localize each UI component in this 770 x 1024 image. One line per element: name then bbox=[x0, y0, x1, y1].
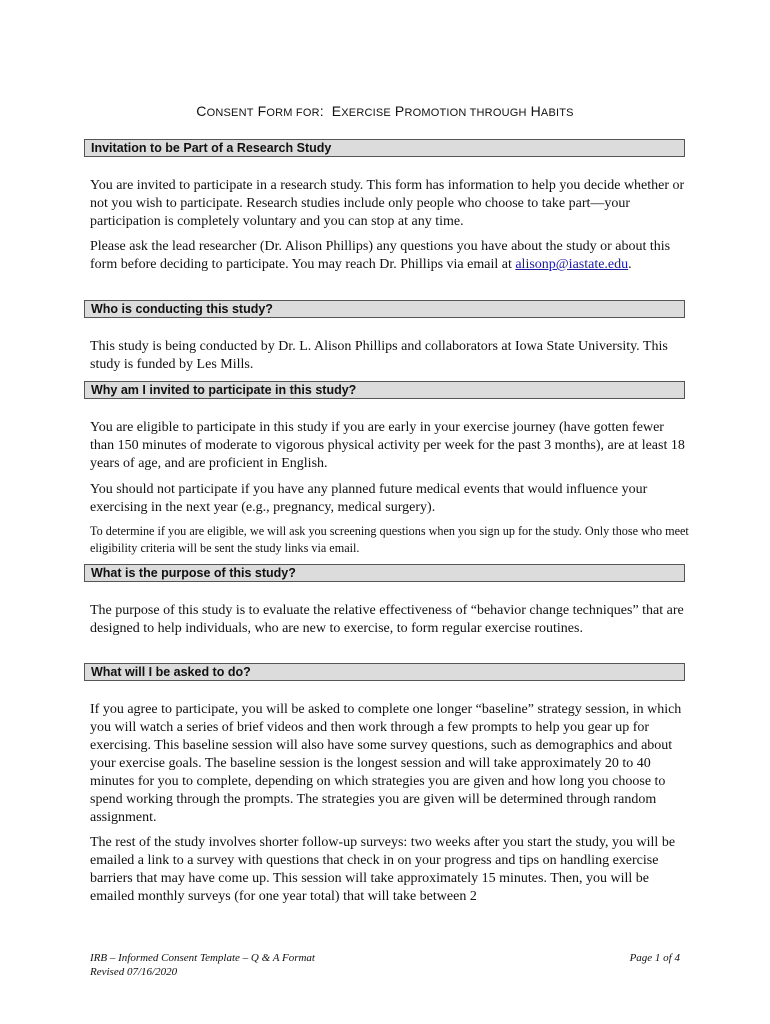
paragraph-invitation: You are invited to participate in a research study. This form has information to help you decide whether or not you wish to participate. Research studies include only people who choose to take part—your participation is completely voluntary and you can stop at any time. bbox=[90, 178, 685, 229]
title-part: ROMOTION THROUGH bbox=[404, 107, 527, 119]
document-title bbox=[0, 103, 770, 119]
paragraph-contact bbox=[90, 238, 690, 274]
footer-left bbox=[90, 951, 315, 979]
paragraph-who: This study is being conducted by Dr. L. Alison Phillips and collaborators at Iowa State University. This study is funded by Les Mills. bbox=[90, 339, 668, 372]
paragraph-contact-text: Please ask the lead researcher (Dr. Alison Phillips) any questions you have about the study or about this form before deciding to participate. You may reach Dr. Phillips via email at bbox=[90, 239, 671, 272]
paragraph-purpose: The purpose of this study is to evaluate the relative effectiveness of “behavior change techniques” that are designed to help individuals, who are new to exercise, to form regular exercise routines. bbox=[90, 603, 684, 636]
title-part: F bbox=[257, 103, 267, 119]
paragraph-not-participate: You should not participate if you have any planned future medical events that would influence your exercising in the next year (e.g., pregnancy, medical surgery). bbox=[90, 482, 648, 515]
section-heading-invitation: Invitation to be Part of a Research Study bbox=[84, 139, 685, 157]
section-heading-purpose: What is the purpose of this study? bbox=[84, 564, 685, 582]
section-heading-what: What will I be asked to do? bbox=[84, 663, 685, 681]
section-heading-why: Why am I invited to participate in this study? bbox=[84, 381, 685, 399]
title-part: P bbox=[394, 103, 405, 119]
title-part: E bbox=[331, 103, 342, 119]
footer-page-number: Page 1 of 4 bbox=[629, 952, 680, 964]
footer-template-name: IRB – Informed Consent Template – Q & A Format bbox=[90, 952, 315, 964]
footer-revised-date: Revised 07/16/2020 bbox=[90, 966, 178, 978]
paragraph-eligible: You are eligible to participate in this study if you are early in your exercise journey (have gotten fewer than 150 minutes of moderate to vigorous physical activity per week for the past 3 months), are at least 18 years of age, and are proficient in English. bbox=[90, 420, 685, 471]
paragraph-screening: To determine if you are eligible, we will ask you screening questions when you sign up for the study. Only those who meet eligibility criteria will be sent the study links via email. bbox=[90, 524, 689, 555]
paragraph-contact-end: . bbox=[628, 257, 632, 272]
email-link[interactable]: alisonp@iastate.edu bbox=[515, 257, 629, 272]
section-heading-who: Who is conducting this study? bbox=[84, 300, 685, 318]
paragraph-baseline: If you agree to participate, you will be asked to complete one longer “baseline” strategy session, in which you will watch a series of brief videos and then work through a few prompts to help you gear up for exercising. This baseline session will also have some survey questions, such as demographics and about your exercise goals. The baseline session is the longest session and will take approximately 20 to 40 minutes for you to complete, depending on which strategies you are given and how long you choose to spend working through the prompts. The strategies you are given will be determined through random assignment. bbox=[90, 702, 682, 825]
title-part: ABITS bbox=[540, 107, 574, 119]
title-part: XERCISE bbox=[341, 107, 391, 119]
title-part: ONSENT bbox=[206, 107, 254, 119]
title-part: C bbox=[196, 103, 207, 119]
title-part: H bbox=[530, 103, 541, 119]
title-part: ORM FOR bbox=[266, 107, 320, 119]
title-part: : bbox=[319, 103, 324, 119]
paragraph-followup: The rest of the study involves shorter follow-up surveys: two weeks after you start the study, you will be emailed a link to a survey with questions that check in on your progress and tips on handling exercise barriers that may have come up. This session will take approximately 15 minutes. Then, you will be emailed monthly surveys (for one year total) that will take between 2 bbox=[90, 835, 676, 904]
